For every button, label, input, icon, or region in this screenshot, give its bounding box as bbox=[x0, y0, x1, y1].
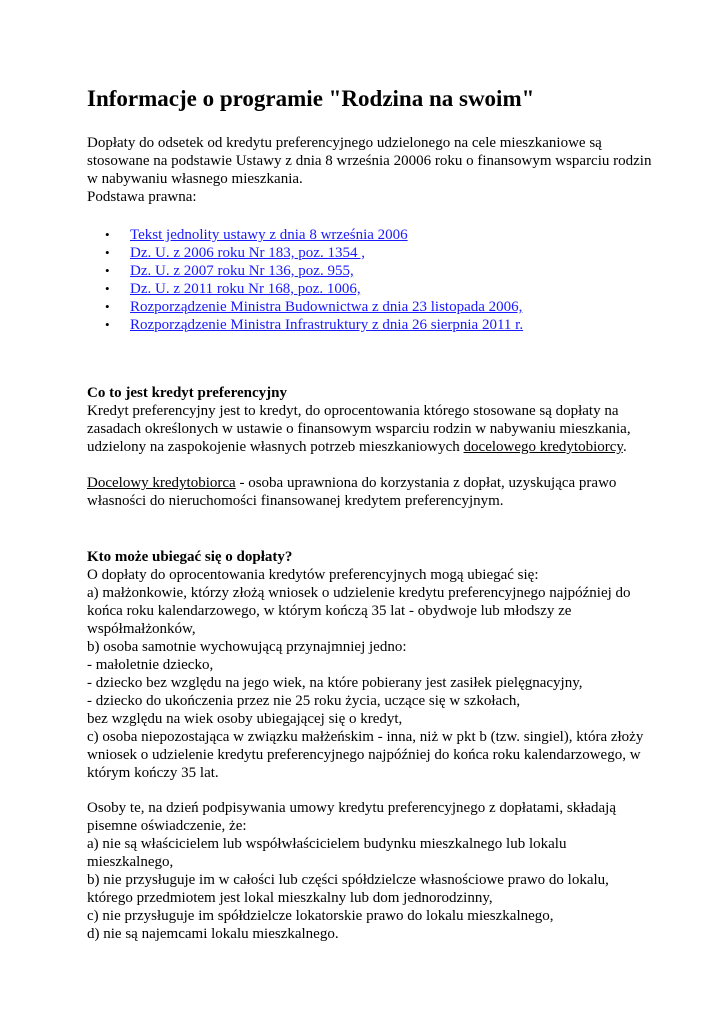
paragraph-line: - dziecko bez względu na jego wiek, na które pobierany jest zasiłek pielęgnacyjny, bbox=[87, 675, 583, 691]
list-item bbox=[87, 298, 707, 316]
document-page bbox=[87, 84, 707, 943]
intro-line: w nabywaniu własnego mieszkania. bbox=[87, 171, 303, 187]
paragraph-line: c) nie przysługuje im spółdzielcze lokatorskie prawo do lokalu mieszkalnego, bbox=[87, 908, 554, 924]
term-link[interactable]: docelowego kredytobiorcy bbox=[463, 439, 623, 455]
paragraph-line: którym kończy 35 lat. bbox=[87, 765, 219, 781]
definition-term[interactable]: Docelowy kredytobiorca bbox=[87, 475, 236, 491]
paragraph-line: zasadach określonych w ustawie o finansowym wsparciu rodzin w nabywaniu mieszkania, bbox=[87, 421, 631, 437]
paragraph-line bbox=[87, 438, 707, 456]
link-regulation-construction[interactable]: Rozporządzenie Ministra Budownictwa z dnia 23 listopada 2006, bbox=[130, 299, 523, 315]
section-preferential-credit bbox=[87, 384, 707, 456]
paragraph-line bbox=[87, 474, 707, 492]
link-dz-u-2011[interactable]: Dz. U. z 2011 roku Nr 168, poz. 1006, bbox=[130, 281, 361, 297]
text-fragment: - osoba uprawniona do korzystania z dopłat, uzyskująca prawo bbox=[235, 475, 617, 491]
paragraph-line: własności do nieruchomości finansowanej kredytem preferencyjnym. bbox=[87, 493, 504, 509]
paragraph-line: wniosek o udzielenie kredytu preferencyjnego najpóźniej do końca roku kalendarzowego, w bbox=[87, 747, 641, 763]
list-item bbox=[87, 244, 707, 262]
paragraph-line: bez względu na wiek osoby ubiegającej się o kredyt, bbox=[87, 711, 403, 727]
legal-links-list bbox=[87, 226, 707, 334]
bullet-icon: • bbox=[105, 317, 110, 332]
bullet-icon: • bbox=[105, 281, 110, 296]
link-unified-text[interactable]: Tekst jednolity ustawy z dnia 8 września 2006 bbox=[130, 227, 408, 243]
section-heading: Kto może ubiegać się o dopłaty? bbox=[87, 549, 293, 565]
paragraph-line: a) małżonkowie, którzy złożą wniosek o udzielenie kredytu preferencyjnego najpóźniej do bbox=[87, 585, 631, 601]
section-heading: Co to jest kredyt preferencyjny bbox=[87, 385, 287, 401]
definition-paragraph bbox=[87, 474, 707, 510]
paragraph-line: a) nie są właścicielem lub współwłaścicielem budynku mieszkalnego lub lokalu bbox=[87, 836, 567, 852]
paragraph-line: b) nie przysługuje im w całości lub części spółdzielcze własnościowe prawo do lokalu, bbox=[87, 872, 609, 888]
paragraph-line: Kredyt preferencyjny jest to kredyt, do oprocentowania którego stosowane są dopłaty na bbox=[87, 403, 619, 419]
paragraph-line: b) osoba samotnie wychowującą przynajmniej jedno: bbox=[87, 639, 407, 655]
link-dz-u-2006[interactable]: Dz. U. z 2006 roku Nr 183, poz. 1354 , bbox=[130, 245, 365, 261]
section-eligibility bbox=[87, 548, 707, 782]
link-regulation-infrastructure[interactable]: Rozporządzenie Ministra Infrastruktury z dnia 26 sierpnia 2011 r. bbox=[130, 317, 524, 333]
list-item bbox=[87, 280, 707, 298]
intro-line: Dopłaty do odsetek od kredytu preferencyjnego udzielonego na cele mieszkaniowe są bbox=[87, 135, 602, 151]
legal-basis-label: Podstawa prawna: bbox=[87, 189, 197, 205]
bullet-icon: • bbox=[105, 299, 110, 314]
text-fragment: . bbox=[622, 439, 627, 455]
paragraph-line: - małoletnie dziecko, bbox=[87, 657, 214, 673]
list-item bbox=[87, 316, 707, 334]
paragraph-line: końca roku kalendarzowego, w którym kończą 35 lat - obydwoje lub młodszy ze bbox=[87, 603, 572, 619]
paragraph-line: c) osoba niepozostająca w związku małżeńskim - inna, niż w pkt b (tzw. singiel), która złoży bbox=[87, 729, 644, 745]
intro-line: stosowane na podstawie Ustawy z dnia 8 września 20006 roku o finansowym wsparciu rodzin bbox=[87, 153, 652, 169]
text-fragment: udzielony na zaspokojenie własnych potrzeb mieszkaniowych bbox=[87, 439, 464, 455]
intro-paragraph bbox=[87, 134, 707, 206]
list-item bbox=[87, 226, 707, 244]
bullet-icon: • bbox=[105, 227, 110, 242]
paragraph-line: pisemne oświadczenie, że: bbox=[87, 818, 247, 834]
link-dz-u-2007[interactable]: Dz. U. z 2007 roku Nr 136, poz. 955, bbox=[130, 263, 354, 279]
bullet-icon: • bbox=[105, 263, 110, 278]
paragraph-line: d) nie są najemcami lokalu mieszkalnego. bbox=[87, 926, 339, 942]
paragraph-line: Osoby te, na dzień podpisywania umowy kredytu preferencyjnego z dopłatami, składają bbox=[87, 800, 617, 816]
paragraph-line: którego przedmiotem jest lokal mieszkalny lub dom jednorodzinny, bbox=[87, 890, 493, 906]
paragraph-line: mieszkalnego, bbox=[87, 854, 174, 870]
page-title: Informacje o programie "Rodzina na swoim" bbox=[87, 86, 535, 111]
list-item bbox=[87, 262, 707, 280]
paragraph-line: O dopłaty do oprocentowania kredytów preferencyjnych mogą ubiegać się: bbox=[87, 567, 539, 583]
paragraph-line: - dziecko do ukończenia przez nie 25 roku życia, uczące się w szkołach, bbox=[87, 693, 521, 709]
bullet-icon: • bbox=[105, 245, 110, 260]
section-declarations bbox=[87, 799, 707, 943]
paragraph-line: współmałżonków, bbox=[87, 621, 196, 637]
